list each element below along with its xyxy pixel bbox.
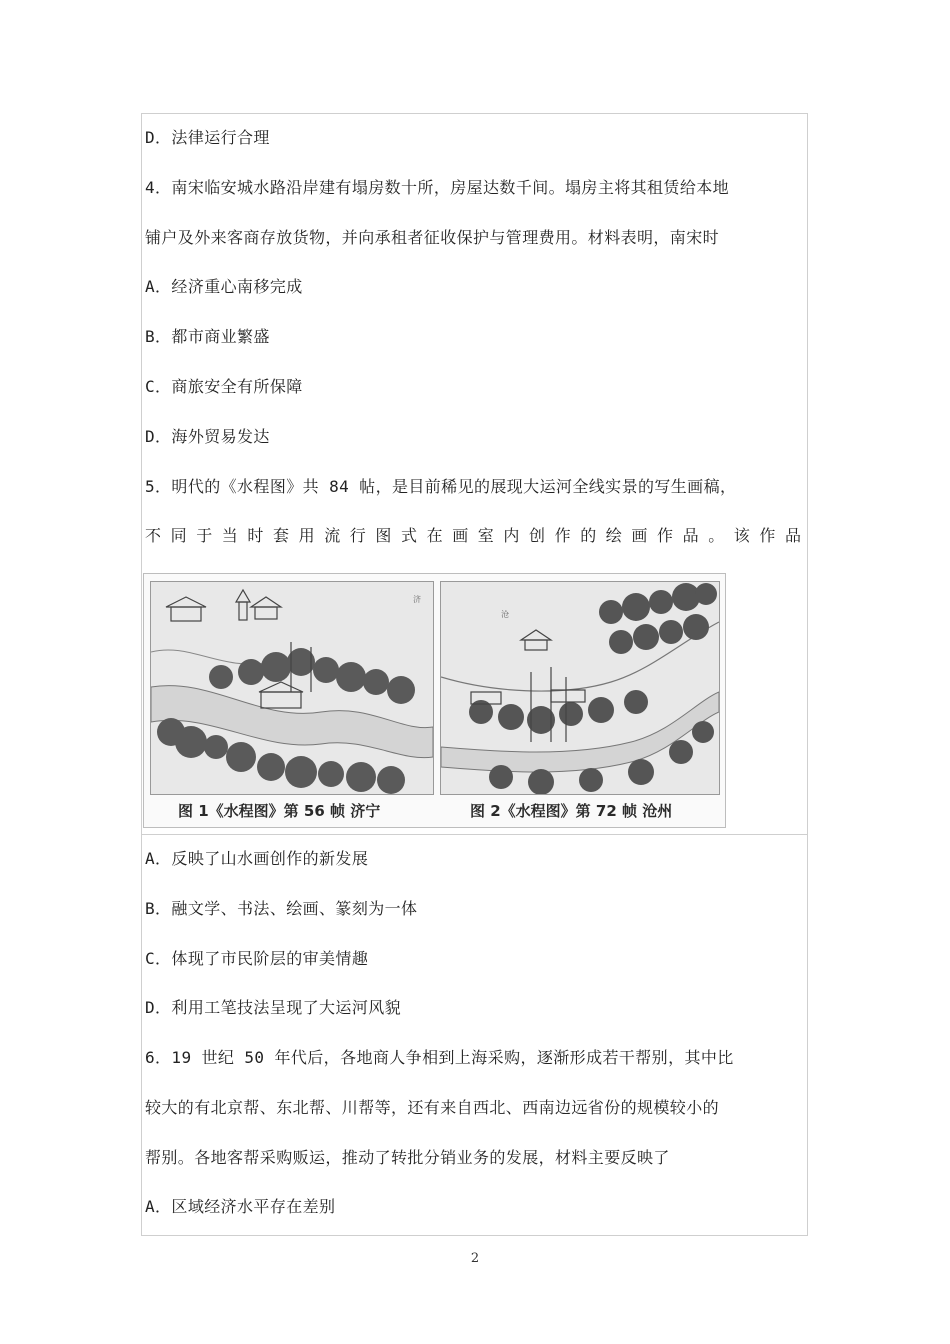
- figure-caption-2: 图 2《水程图》第 72 帧 沧州: [470, 802, 673, 820]
- question-5-line-1: 5．明代的《水程图》共 84 帖，是目前稀见的展现大运河全线实景的写生画稿，: [145, 477, 737, 496]
- question-4-line-2: 铺户及外来客商存放货物，并向承租者征收保护与管理费用。材料表明，南宋时: [145, 228, 720, 247]
- question-6-line-1: 6．19 世纪 50 年代后，各地商人争相到上海采购，逐渐形成若干帮别，其中比: [145, 1048, 734, 1067]
- page-number: 2: [470, 1251, 480, 1266]
- question-6-line-3: 帮别。各地客帮采购贩运，推动了转批分销业务的发展，材料主要反映了: [145, 1148, 670, 1167]
- painting-cangzhou: [440, 581, 720, 795]
- option-a-q4: A．经济重心南移完成: [145, 277, 303, 296]
- option-a-q5: A．反映了山水画创作的新发展: [145, 849, 369, 868]
- question-frame-bottom: [141, 835, 808, 1236]
- option-d-q5: D．利用工笔技法呈现了大运河风貌: [145, 998, 402, 1017]
- option-c-q4: C．商旅安全有所保障: [145, 377, 303, 396]
- painting-jining: [150, 581, 434, 795]
- svg-text:沧: 沧: [501, 610, 509, 619]
- svg-text:济: 济: [413, 595, 421, 604]
- question-6-line-2: 较大的有北京帮、东北帮、川帮等，还有来自西北、西南边远省份的规模较小的: [145, 1098, 720, 1117]
- figure-caption-1: 图 1《水程图》第 56 帧 济宁: [178, 802, 381, 820]
- option-a-q6: A．区域经济水平存在差别: [145, 1197, 336, 1216]
- option-b-q5: B．融文学、书法、绘画、篆刻为一体: [145, 899, 418, 918]
- option-d-q4: D．海外贸易发达: [145, 427, 270, 446]
- question-5-line-2: 不同于当时套用流行图式在画室内创作的绘画作品。该作品: [145, 526, 811, 545]
- option-d-q3: D．法律运行合理: [145, 128, 270, 147]
- shuichengtu-figure: [143, 573, 726, 828]
- question-4-line-1: 4．南宋临安城水路沿岸建有塌房数十所，房屋达数千间。塌房主将其租赁给本地: [145, 178, 730, 197]
- option-b-q4: B．都市商业繁盛: [145, 327, 270, 346]
- option-c-q5: C．体现了市民阶层的审美情趣: [145, 949, 369, 968]
